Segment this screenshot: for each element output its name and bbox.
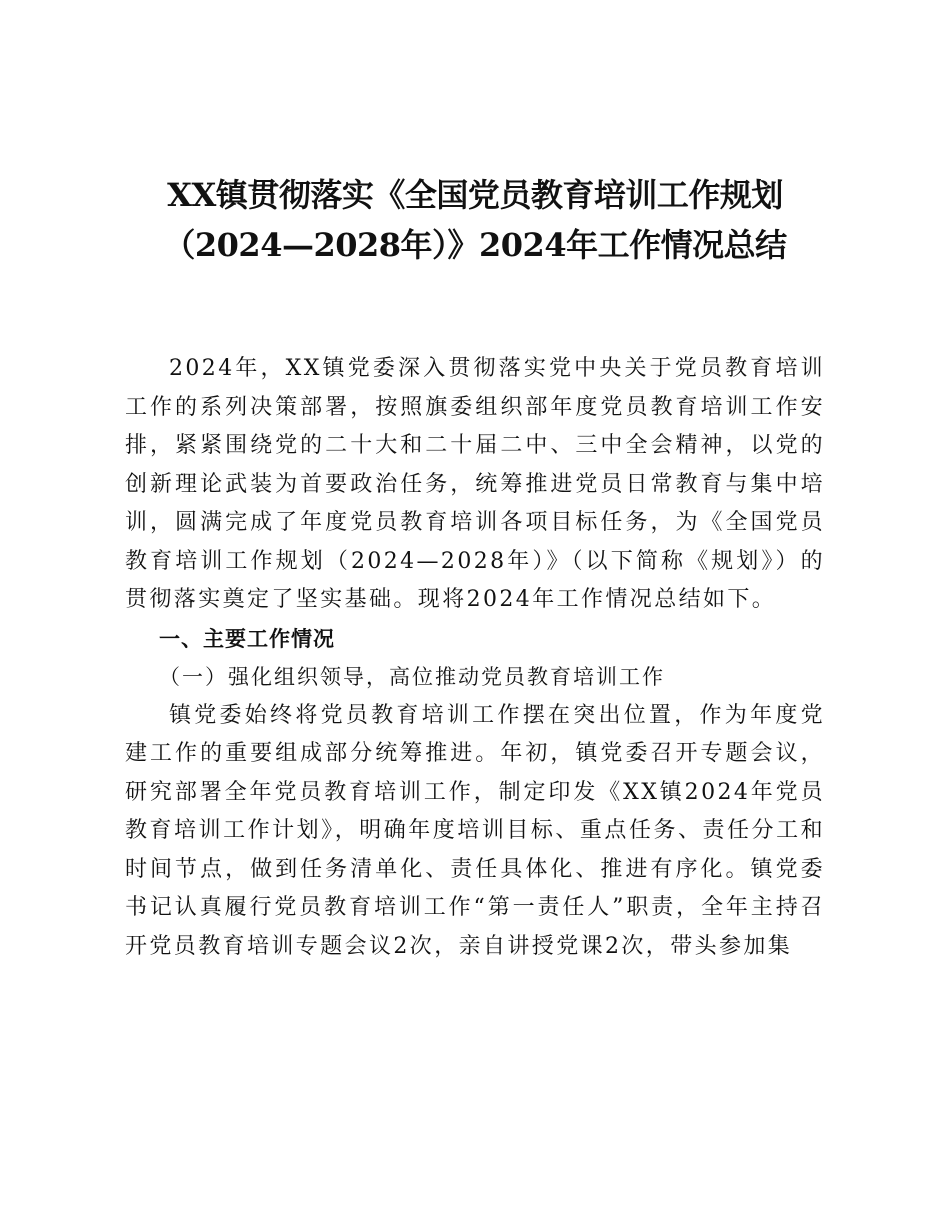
intro-paragraph: 2024年，XX镇党委深入贯彻落实党中央关于党员教育培训工作的系列决策部署，按照旗委组织部年度党员教育培训工作安排，紧紧围绕党的二十大和二十届二中、三中全会精神，以党的创新理论武装为首要政治任务，统筹推进党员日常教育与集中培训，圆满完成了年度党员教育培训各项目标任务，为《全国党员教育培训工作规划（2024—2028年）》（以下简称《规划》）的贯彻落实奠定了坚实基础。现将2024年工作情况总结如下。 (125, 356, 825, 612)
document-title (100, 170, 850, 270)
title-line-1: XX镇贯彻落实《全国党员教育培训工作规划 (167, 176, 783, 214)
subsection-heading: （一）强化组织领导，高位推动党员教育培训工作 (159, 665, 665, 689)
section-heading: 一、主要工作情况 (159, 626, 335, 651)
document-body (125, 350, 825, 966)
title-line-2: （2024—2028年）》2024年工作情况总结 (163, 226, 787, 264)
subsection-paragraph: 镇党委始终将党员教育培训工作摆在突出位置，作为年度党建工作的重要组成部分统筹推进。年初，镇党委召开专题会议，研究部署全年党员教育培训工作，制定印发《XX镇2024年党员教育培训工作计划》，明确年度培训目标、重点任务、责任分工和时间节点，做到任务清单化、责任具体化、推进有序化。镇党委书记认真履行党员教育培训工作“第一责任人”职责，全年主持召开党员教育培训专题会议2次，亲自讲授党课2次，带头参加集 (125, 702, 825, 959)
